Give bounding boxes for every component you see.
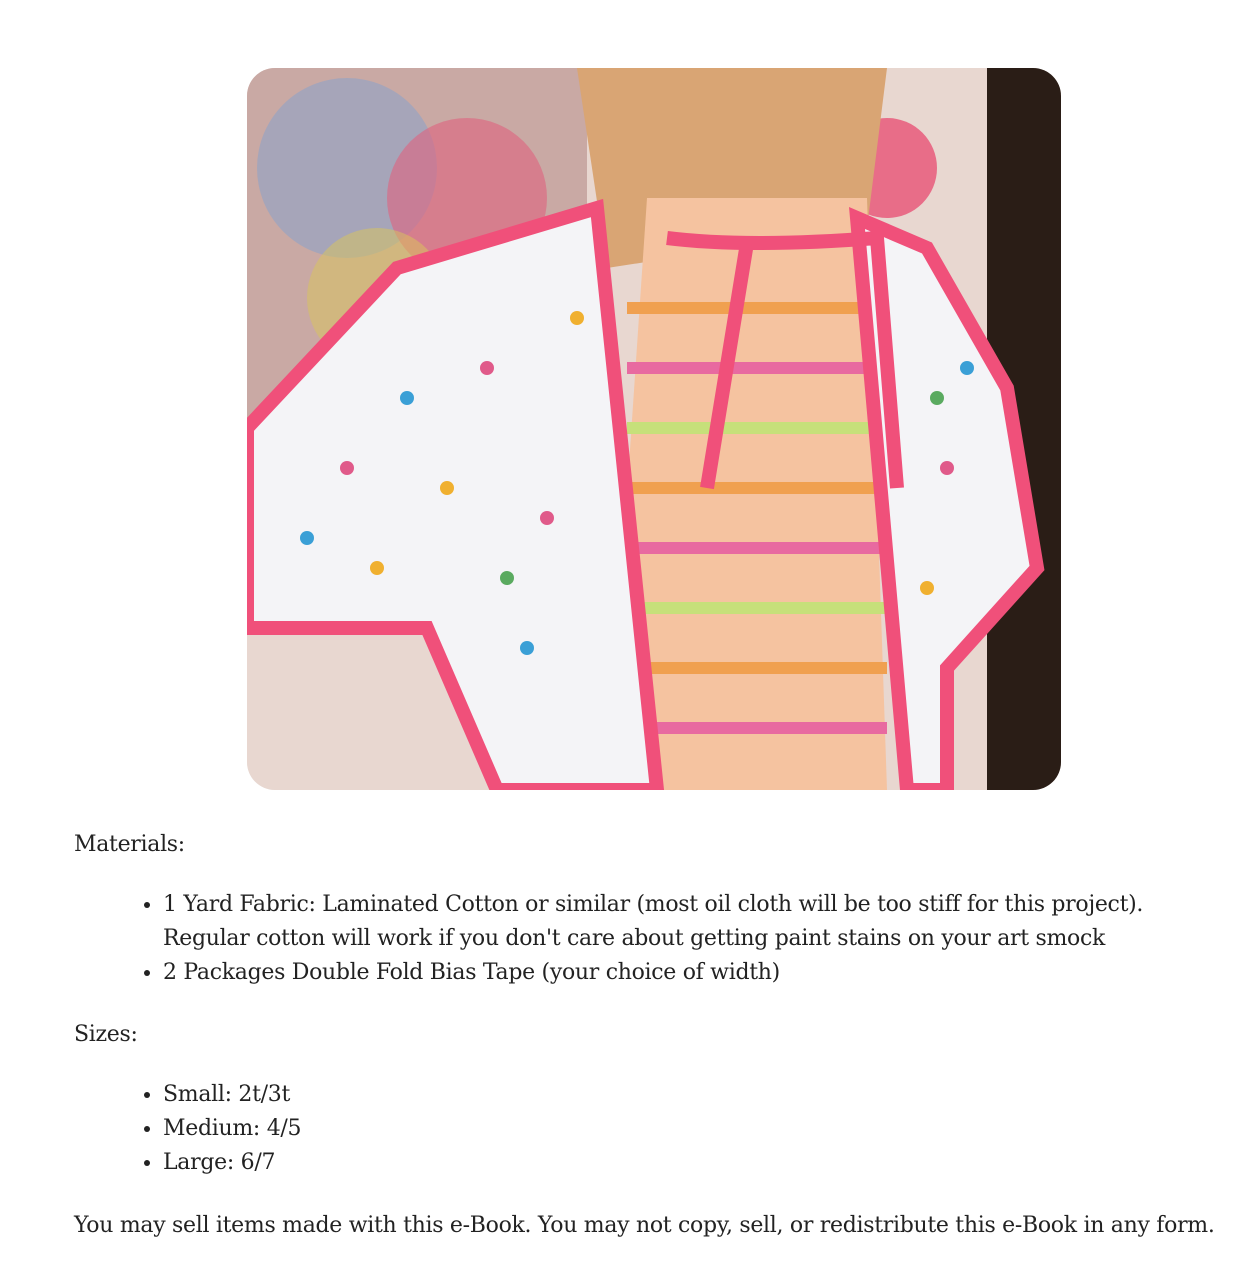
sizes-list <box>74 1078 1223 1180</box>
list-item: • 1 Yard Fabric: Laminated Cotton or similar (most oil cloth will be too stiff for this project). Regular cotton will work if you don't care about getting paint stains on your art smock <box>163 888 1223 956</box>
license-text: You may sell items made with this e-Book. You may not copy, sell, or redistribute this e-Book in any form. <box>74 1213 1215 1238</box>
materials-heading: Materials: <box>74 832 185 857</box>
smock-photo <box>247 68 1061 790</box>
sizes-heading: Sizes: <box>74 1022 138 1047</box>
list-item: • Medium: 4/5 <box>163 1112 1223 1146</box>
list-item: • Large: 6/7 <box>163 1146 1223 1180</box>
list-item: • 2 Packages Double Fold Bias Tape (your choice of width) <box>163 956 1223 990</box>
list-item: • Small: 2t/3t <box>163 1078 1223 1112</box>
materials-list <box>74 888 1223 990</box>
